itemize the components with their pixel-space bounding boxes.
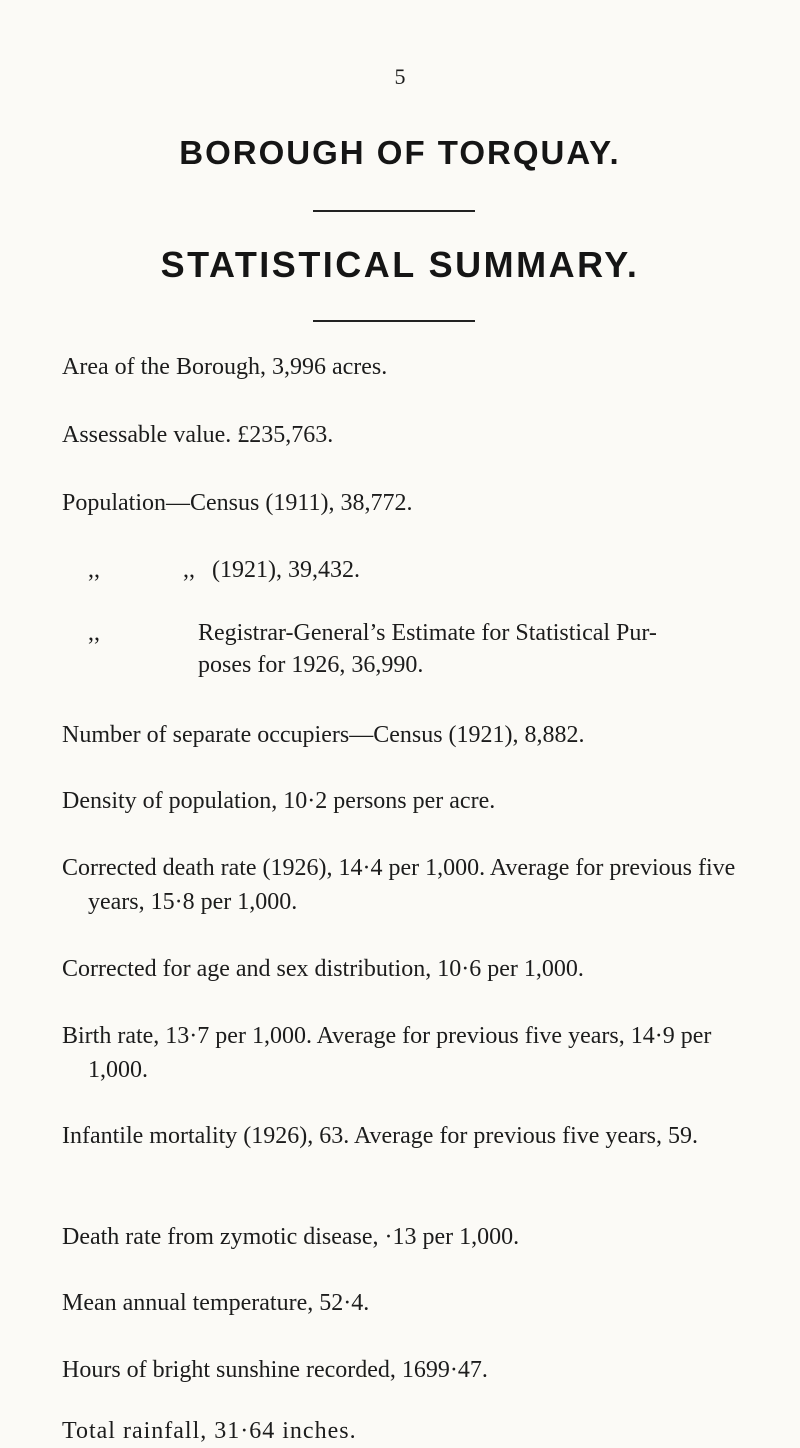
assessable-value-entry: Assessable value. £235,763.	[62, 422, 334, 448]
section-divider	[313, 320, 475, 322]
ditto-mark: ,,	[183, 557, 195, 583]
title-divider	[313, 210, 475, 212]
page-number: 5	[394, 64, 406, 89]
page-title: BOROUGH OF TORQUAY.	[179, 134, 621, 171]
sunshine-entry: Hours of bright sunshine recorded, 1699·47.	[62, 1357, 488, 1383]
registrar-estimate-entry	[62, 616, 742, 684]
area-entry: Area of the Borough, 3,996 acres.	[62, 354, 388, 380]
occupiers-entry: Number of separate occupiers—Census (1921), 8,882.	[62, 722, 585, 748]
death-rate-entry: Corrected death rate (1926), 14·4 per 1,000. Average for previous five years, 15·8 per 1,000.	[62, 855, 736, 915]
corrected-age-entry: Corrected for age and sex distribution, 10·6 per 1,000.	[62, 956, 584, 982]
section-title: STATISTICAL SUMMARY.	[160, 244, 640, 285]
estimate-line-2: poses for 1926, 36,990.	[198, 652, 424, 678]
density-entry: Density of population, 10·2 persons per acre.	[62, 788, 496, 814]
population-1921-value: (1921), 39,432.	[212, 557, 360, 583]
zymotic-entry: Death rate from zymotic disease, ·13 per 1,000.	[62, 1224, 520, 1250]
ditto-mark: ,,	[88, 620, 100, 646]
population-1911-entry: Population—Census (1911), 38,772.	[62, 490, 413, 516]
temperature-entry: Mean annual temperature, 52·4.	[62, 1290, 370, 1316]
population-1921-entry	[62, 553, 742, 587]
ditto-mark: ,,	[88, 557, 100, 583]
estimate-line-1: Registrar-General’s Estimate for Statistical Pur-	[198, 620, 657, 646]
infantile-mortality-entry: Infantile mortality (1926), 63. Average for previous five years, 59.	[62, 1123, 699, 1149]
birth-rate-entry: Birth rate, 13·7 per 1,000. Average for previous five years, 14·9 per 1,000.	[62, 1023, 712, 1083]
rainfall-entry: Total rainfall, 31·64 inches.	[62, 1418, 357, 1444]
